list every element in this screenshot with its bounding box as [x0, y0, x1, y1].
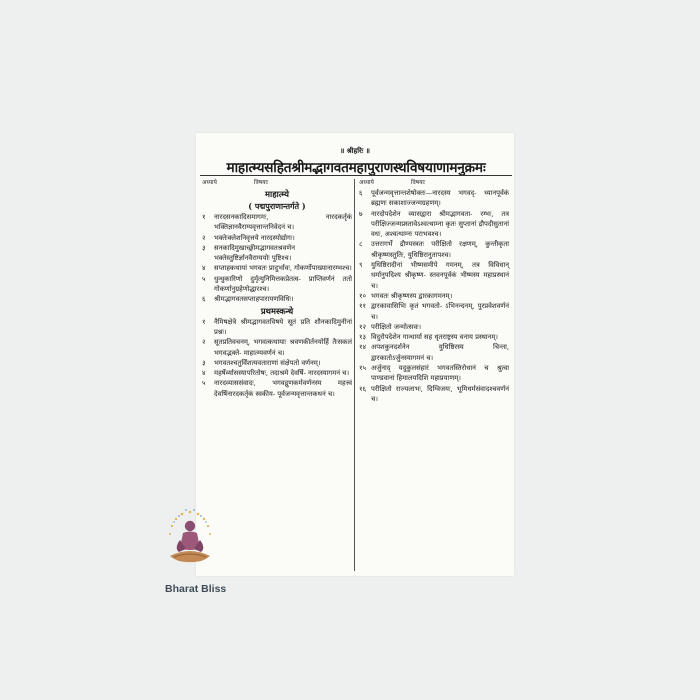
vishaya-header: विषयाः — [254, 180, 269, 186]
toc-entry — [359, 363, 509, 384]
toc-entry — [359, 239, 509, 260]
right-column — [359, 178, 509, 404]
entry-number: ६ — [359, 189, 363, 197]
entry-text: परीक्षितो राज्यलाभः, दिग्विजयः, भूमिधर्मसंवादश्चवर्णनं च। — [371, 384, 509, 403]
entry-list — [202, 212, 352, 305]
section-heading: प्रथमस्कन्धे — [260, 305, 294, 316]
book-page — [196, 133, 514, 576]
column-header — [202, 178, 352, 188]
adhyaya-header: अध्याये — [202, 180, 217, 186]
toc-entry — [202, 294, 352, 304]
entry-number: ९ — [359, 261, 363, 270]
entry-text: भक्तेःक्लेशनिवृत्तये नारदस्योद्योगः। — [214, 233, 295, 242]
toc-entry — [359, 188, 509, 209]
toc-entry — [359, 260, 509, 291]
toc-entry — [359, 384, 509, 405]
toc-entry — [359, 291, 509, 301]
entry-number: ४ — [202, 264, 206, 273]
entry-text: अपशकुनदर्शनेन युधिष्ठिरस्य चिन्ता, द्वारकातोऽर्जुनस्यागमनं च। — [371, 343, 509, 362]
toc-entry — [359, 301, 509, 322]
entry-list — [202, 317, 352, 399]
entry-text: सप्ताहकथायां भगवतः प्रादुर्भावः, गोकर्णोपाख्यानारम्भश्च। — [214, 264, 352, 273]
title-rule — [200, 175, 512, 176]
entry-text: विदुरोपदेशेन गान्धार्या सह धृतराष्ट्रस्य वनाय प्रस्थानम्। — [371, 333, 498, 342]
entry-number: ४ — [202, 369, 206, 378]
toc-entry — [202, 274, 352, 295]
entry-text: नारदसनकादिसमागमः, नारदकर्तृकं भक्तिज्ञानवैराग्यवृत्तान्तनिवेदनं च। — [214, 213, 352, 232]
toc-entry — [202, 263, 352, 273]
toc-entry — [202, 358, 352, 368]
entry-text: नारदोपदेशेन व्यासद्वारा श्रीमद्भागवता- रम्भः, तत्र परीक्षिज्जन्मप्रस्तावेऽश्वत्थाम्ना कृतः सुप्तानां द्रौपदीसुतानां वधः, अश्वत्थाम्नः पराभवश्च। — [371, 209, 509, 239]
entry-number: १५ — [359, 364, 367, 373]
entry-text: द्वारकावासिभिः कृतं भगवतो- ऽभिनन्दनम्, पुरप्रवेशवर्णनं च। — [371, 302, 509, 321]
entry-number: २ — [202, 233, 206, 242]
toc-entry — [202, 337, 352, 358]
entry-text: भगवतः श्रीकृष्णस्य द्वारकागमनम्। — [371, 291, 453, 300]
invocation: ॥ श्रीहरिः ॥ — [340, 146, 370, 155]
toc-entry — [202, 317, 352, 338]
toc-entry — [202, 243, 352, 264]
entry-number: ८ — [359, 240, 363, 249]
section-heading: माहात्म्ये — [265, 189, 289, 199]
entry-text: महर्षेर्व्यासस्यापरितोषः, तदाश्रमे देवर्षि- नारदस्यागमनं च। — [214, 369, 350, 378]
toc-entry — [202, 233, 352, 243]
entry-number: ७ — [359, 209, 363, 218]
toc-entry — [359, 332, 509, 342]
entry-text: सनकादिमुखाच्छ्रीमद्भागवतश्रवणेन भक्तेस्तुष्टिर्ज्ञानवैराग्ययोः पुष्टिश्च। — [214, 243, 296, 263]
meditating-figure-logo-icon — [150, 506, 230, 568]
entry-text: भगवतश्चतुर्विंशत्यवताराणां संक्षेपतो वर्णनम्। — [214, 358, 321, 367]
entry-text: नारदव्याससंवादः, भगवद्गुणकर्मवर्णनस्य महत्त्वं देवर्षिनारदकर्तृकं स्वकीय- पूर्वजन्मवृत्तान्तकथनं च। — [214, 379, 352, 398]
section-subheading: ( पद्मपुराणान्तर्गते ) — [248, 201, 306, 211]
column-header — [359, 178, 509, 188]
entry-list — [359, 188, 509, 404]
page-title: माहात्म्यसहितश्रीमद्भागवतमहापुराणस्थविषयाणामनुक्रमः — [226, 160, 486, 176]
adhyaya-header: अध्याये — [359, 180, 374, 186]
entry-text: सूतप्रतिवचनम्, भगवत्कथायाः श्रवणकीर्तनयोर्हि तैःसकलं भगवद्भक्ते- माहात्म्यवर्णनं च। — [214, 338, 352, 357]
entry-number: १२ — [359, 322, 367, 331]
entry-text: धुन्धुकारिणो दुर्मृत्युनिमित्तकप्रेतत्व- प्राप्तिवर्णनं ततो गोकर्णानुग्रहेणोद्धारश्च। — [214, 274, 352, 294]
entry-number: ३ — [202, 243, 206, 252]
entry-text: अर्जुनाद् यदुकुलसंहारं भगवतस्तिरोधानं च श्रुत्वा पाण्डवानां हिमालयदिशि महाप्रयाणम्। — [371, 364, 509, 383]
entry-text: श्रीमद्भागवतसप्ताहपारायणविधिः। — [214, 295, 294, 304]
entry-number: १ — [202, 213, 206, 221]
brand-name: Bharat Bliss — [165, 583, 227, 595]
entry-number: १६ — [359, 384, 367, 393]
entry-number: ५ — [202, 379, 206, 388]
entry-number: १३ — [359, 333, 367, 342]
toc-entry — [202, 368, 352, 378]
entry-text: पूर्वजन्मवृत्तान्तशेषोक्तः—नारदस्य भगवद्- ध्यानपूर्वकं ब्रह्मणः सकाशाज्जन्मग्रहणम्। — [371, 189, 509, 208]
column-divider — [354, 179, 355, 571]
toc-entry — [202, 378, 352, 399]
entry-number: १ — [202, 317, 206, 326]
entry-number: १० — [359, 291, 367, 300]
entry-text: परीक्षितो जन्मोत्सवः। — [371, 322, 422, 331]
entry-number: ११ — [359, 302, 367, 311]
entry-number: २ — [202, 338, 206, 347]
entry-number: ५ — [202, 274, 206, 283]
entry-number: ६ — [202, 295, 206, 304]
toc-entry — [359, 342, 509, 363]
entry-number: १४ — [359, 343, 367, 352]
toc-entry — [359, 322, 509, 332]
toc-entry — [202, 212, 352, 233]
left-column — [202, 178, 352, 399]
entry-text: युधिष्ठिरादीनां भीष्मसमीपे गमनम्, तत्र विविधान् धर्मानुपदिश्य श्रीकृष्ण- स्तवनपूर्वकं भीष्मस्य महाप्रस्थानं च। — [371, 261, 509, 290]
entry-number: ३ — [202, 358, 206, 367]
vishaya-header: विषयाः — [411, 180, 426, 186]
entry-text: उत्तरागर्भे द्रौण्यस्त्रतः परीक्षितो रक्षणम्, कुन्तीकृता श्रीकृष्णस्तुतिः, युधिष्ठिरानुतापश्च। — [371, 240, 509, 259]
entry-text: नैमिषक्षेत्रे श्रीमद्भागवतविषये सूतं प्रति शौनकादिमुनीनां प्रश्नः। — [214, 317, 352, 336]
toc-entry — [359, 209, 509, 240]
